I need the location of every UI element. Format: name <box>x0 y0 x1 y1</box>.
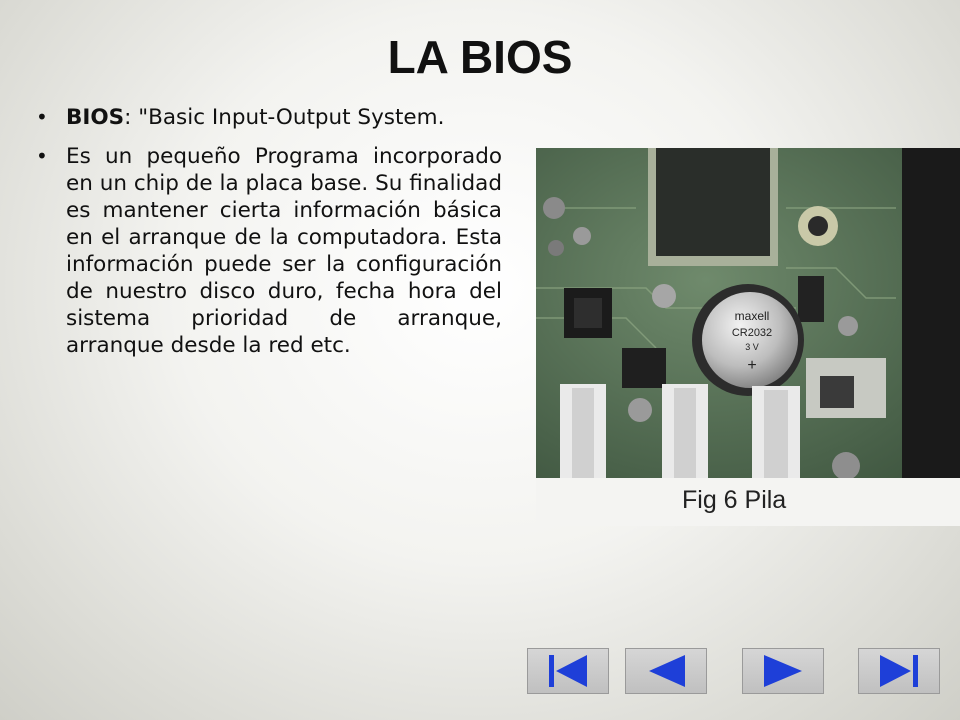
bullet-dot-icon: • <box>36 144 48 168</box>
battery-plus: + <box>747 357 757 374</box>
figure-caption: Fig 6 Pila <box>682 486 787 514</box>
previous-slide-button[interactable] <box>625 648 707 694</box>
bullet-dot-icon: • <box>36 105 48 129</box>
bullet-text: Es un pequeño Programa incorporado en un chip de la placa base. Su finalidad es mantener cierta información básica en el arranque de la computadora. Esta información puede ser la configuración de nuestro disco duro, fecha hora del sistema prioridad de arranque, arranque desde la red etc. <box>66 144 502 358</box>
bullet-item <box>36 143 502 359</box>
bullet-item <box>36 104 502 131</box>
bullet-text: : "Basic Input-Output System. <box>124 105 445 130</box>
next-slide-button[interactable] <box>742 648 824 694</box>
motherboard-illustration <box>536 148 960 478</box>
last-slide-button[interactable] <box>858 648 940 694</box>
previous-slide-icon <box>641 653 691 689</box>
first-slide-button[interactable] <box>527 648 609 694</box>
battery-model: CR2032 <box>731 327 773 339</box>
first-slide-icon <box>543 653 593 689</box>
next-slide-icon <box>758 653 808 689</box>
bullet-term: BIOS <box>66 105 125 130</box>
motherboard-photo <box>536 148 960 526</box>
battery-brand: maxell <box>734 309 770 323</box>
slide-title: LA BIOS <box>387 31 573 83</box>
last-slide-icon <box>874 653 924 689</box>
battery-voltage: 3 V <box>745 342 759 352</box>
expansion-slots <box>560 384 800 478</box>
bullet-list <box>36 104 502 371</box>
